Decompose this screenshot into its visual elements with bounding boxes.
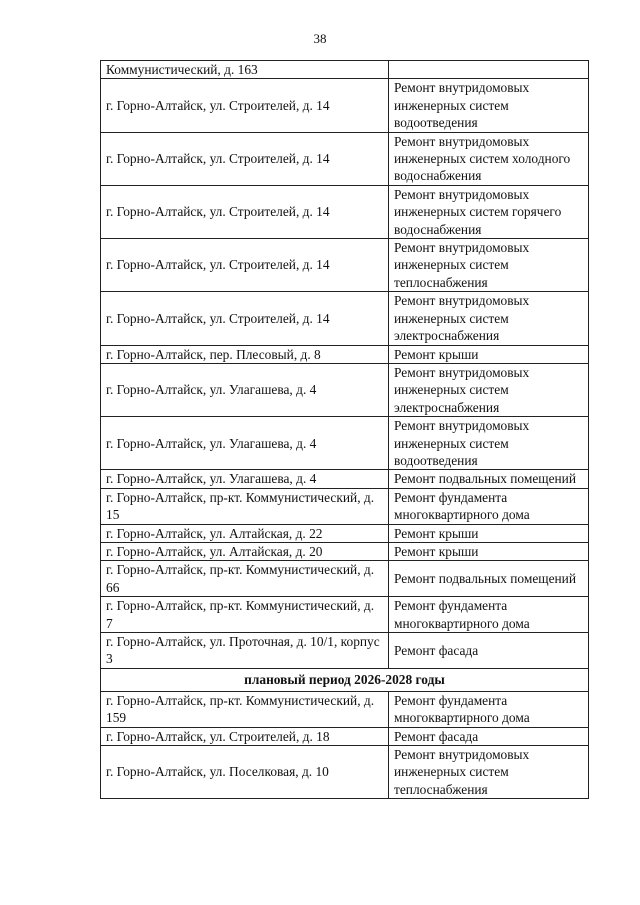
work-type-cell: Ремонт крыши	[389, 345, 589, 363]
address-cell: г. Горно-Алтайск, ул. Поселковая, д. 10	[101, 746, 389, 799]
table-row	[101, 597, 589, 633]
address-cell: г. Горно-Алтайск, ул. Строителей, д. 14	[101, 292, 389, 345]
table-row	[101, 185, 589, 238]
address-cell: г. Горно-Алтайск, ул. Строителей, д. 14	[101, 185, 389, 238]
address-cell: Коммунистический, д. 163	[101, 61, 389, 79]
work-type-cell: Ремонт крыши	[389, 524, 589, 542]
section-header-row	[101, 668, 589, 691]
address-cell: г. Горно-Алтайск, ул. Улагашева, д. 4	[101, 363, 389, 416]
address-cell: г. Горно-Алтайск, пр-кт. Коммунистический, д. 159	[101, 691, 389, 727]
address-cell: г. Горно-Алтайск, ул. Улагашева, д. 4	[101, 417, 389, 470]
table-row	[101, 746, 589, 799]
work-type-cell: Ремонт фундамента многоквартирного дома	[389, 597, 589, 633]
address-cell: г. Горно-Алтайск, пр-кт. Коммунистический, д. 15	[101, 488, 389, 524]
table-row	[101, 132, 589, 185]
work-type-cell: Ремонт внутридомовых инженерных систем водоотведения	[389, 79, 589, 132]
address-cell: г. Горно-Алтайск, ул. Алтайская, д. 22	[101, 524, 389, 542]
address-cell: г. Горно-Алтайск, ул. Строителей, д. 14	[101, 79, 389, 132]
work-type-cell: Ремонт подвальных помещений	[389, 561, 589, 597]
table-row	[101, 561, 589, 597]
page-number: 38	[313, 31, 327, 46]
work-type-cell: Ремонт фасада	[389, 633, 589, 669]
table-row	[101, 524, 589, 542]
work-type-cell: Ремонт фасада	[389, 727, 589, 745]
table-row	[101, 239, 589, 292]
work-type-cell: Ремонт внутридомовых инженерных систем теплоснабжения	[389, 239, 589, 292]
section-title: плановый период 2026-2028 годы	[101, 668, 589, 691]
work-type-cell: Ремонт внутридомовых инженерных систем электроснабжения	[389, 292, 589, 345]
address-cell: г. Горно-Алтайск, ул. Улагашева, д. 4	[101, 470, 389, 488]
address-cell: г. Горно-Алтайск, ул. Алтайская, д. 20	[101, 542, 389, 560]
work-type-cell: Ремонт внутридомовых инженерных систем теплоснабжения	[389, 746, 589, 799]
address-cell: г. Горно-Алтайск, пр-кт. Коммунистический, д. 66	[101, 561, 389, 597]
work-type-cell: Ремонт внутридомовых инженерных систем электроснабжения	[389, 363, 589, 416]
work-type-cell: Ремонт фундамента многоквартирного дома	[389, 691, 589, 727]
table-row	[101, 488, 589, 524]
address-cell: г. Горно-Алтайск, ул. Проточная, д. 10/1, корпус 3	[101, 633, 389, 669]
work-type-cell: Ремонт внутридомовых инженерных систем холодного водоснабжения	[389, 132, 589, 185]
table-row	[101, 470, 589, 488]
works-table	[100, 60, 589, 799]
address-cell: г. Горно-Алтайск, пер. Плесовый, д. 8	[101, 345, 389, 363]
work-type-cell: Ремонт крыши	[389, 542, 589, 560]
address-cell: г. Горно-Алтайск, ул. Строителей, д. 14	[101, 239, 389, 292]
table-row	[101, 345, 589, 363]
table-row	[101, 727, 589, 745]
table-row	[101, 79, 589, 132]
address-cell: г. Горно-Алтайск, пр-кт. Коммунистический, д. 7	[101, 597, 389, 633]
work-type-cell: Ремонт внутридомовых инженерных систем горячего водоснабжения	[389, 185, 589, 238]
address-cell: г. Горно-Алтайск, ул. Строителей, д. 14	[101, 132, 389, 185]
table-row	[101, 61, 589, 79]
works-table-body	[101, 61, 589, 799]
table-row	[101, 363, 589, 416]
table-row	[101, 691, 589, 727]
work-type-cell: Ремонт фундамента многоквартирного дома	[389, 488, 589, 524]
table-row	[101, 542, 589, 560]
address-cell: г. Горно-Алтайск, ул. Строителей, д. 18	[101, 727, 389, 745]
work-type-cell: Ремонт подвальных помещений	[389, 470, 589, 488]
table-row	[101, 633, 589, 669]
table-row	[101, 417, 589, 470]
work-type-cell	[389, 61, 589, 79]
work-type-cell: Ремонт внутридомовых инженерных систем водоотведения	[389, 417, 589, 470]
table-row	[101, 292, 589, 345]
